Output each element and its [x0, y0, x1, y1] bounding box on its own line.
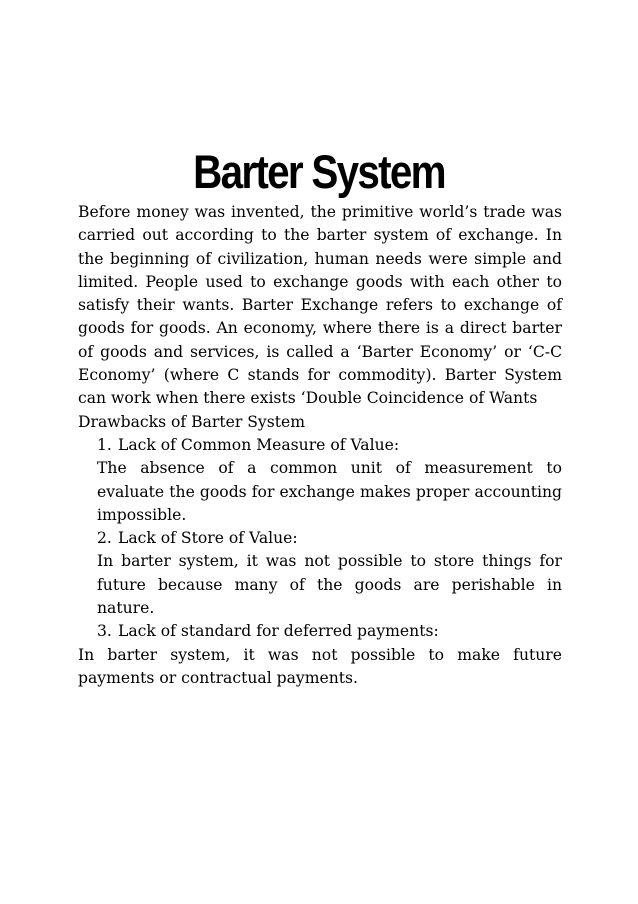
drawback-item-1 — [78, 434, 562, 457]
drawback-label: Lack of Common Measure of Value: — [118, 435, 400, 454]
drawback-label: Lack of Store of Value: — [118, 529, 298, 548]
page-title: Barter System — [193, 145, 445, 198]
drawback-item-3 — [78, 620, 562, 643]
drawbacks-heading: Drawbacks of Barter System — [78, 412, 306, 431]
drawback-description-3: In barter system, it was not possible to make future payments or contractual payments. — [78, 645, 562, 687]
drawback-number: 1. — [97, 435, 112, 454]
drawback-item-2 — [78, 527, 562, 550]
drawback-label: Lack of standard for deferred payments: — [118, 622, 439, 641]
drawback-number: 2. — [97, 529, 112, 548]
document-body — [78, 201, 562, 690]
intro-paragraph: Before money was invented, the primitive world’s trade was carried out according to the barter system of exchange. In the beginning of civilization, human needs were simple and limited. People used to exchange goods with each other to satisfy their wants. Barter Exchange refers to exchange of goods for goods. An economy, where there is a direct barter of goods and services, is called a ‘Barter Economy’ or ‘C-C Economy’ (where C stands for commodity). Barter System can work when there exists ‘Double Coincidence of Wants — [78, 203, 562, 408]
drawback-number: 3. — [97, 622, 112, 641]
drawback-description-2: In barter system, it was not possible to store things for future because many of the goods are perishable in nature. — [97, 552, 562, 618]
drawback-description-1: The absence of a common unit of measurement to evaluate the goods for exchange makes proper accounting impossible. — [97, 459, 562, 524]
